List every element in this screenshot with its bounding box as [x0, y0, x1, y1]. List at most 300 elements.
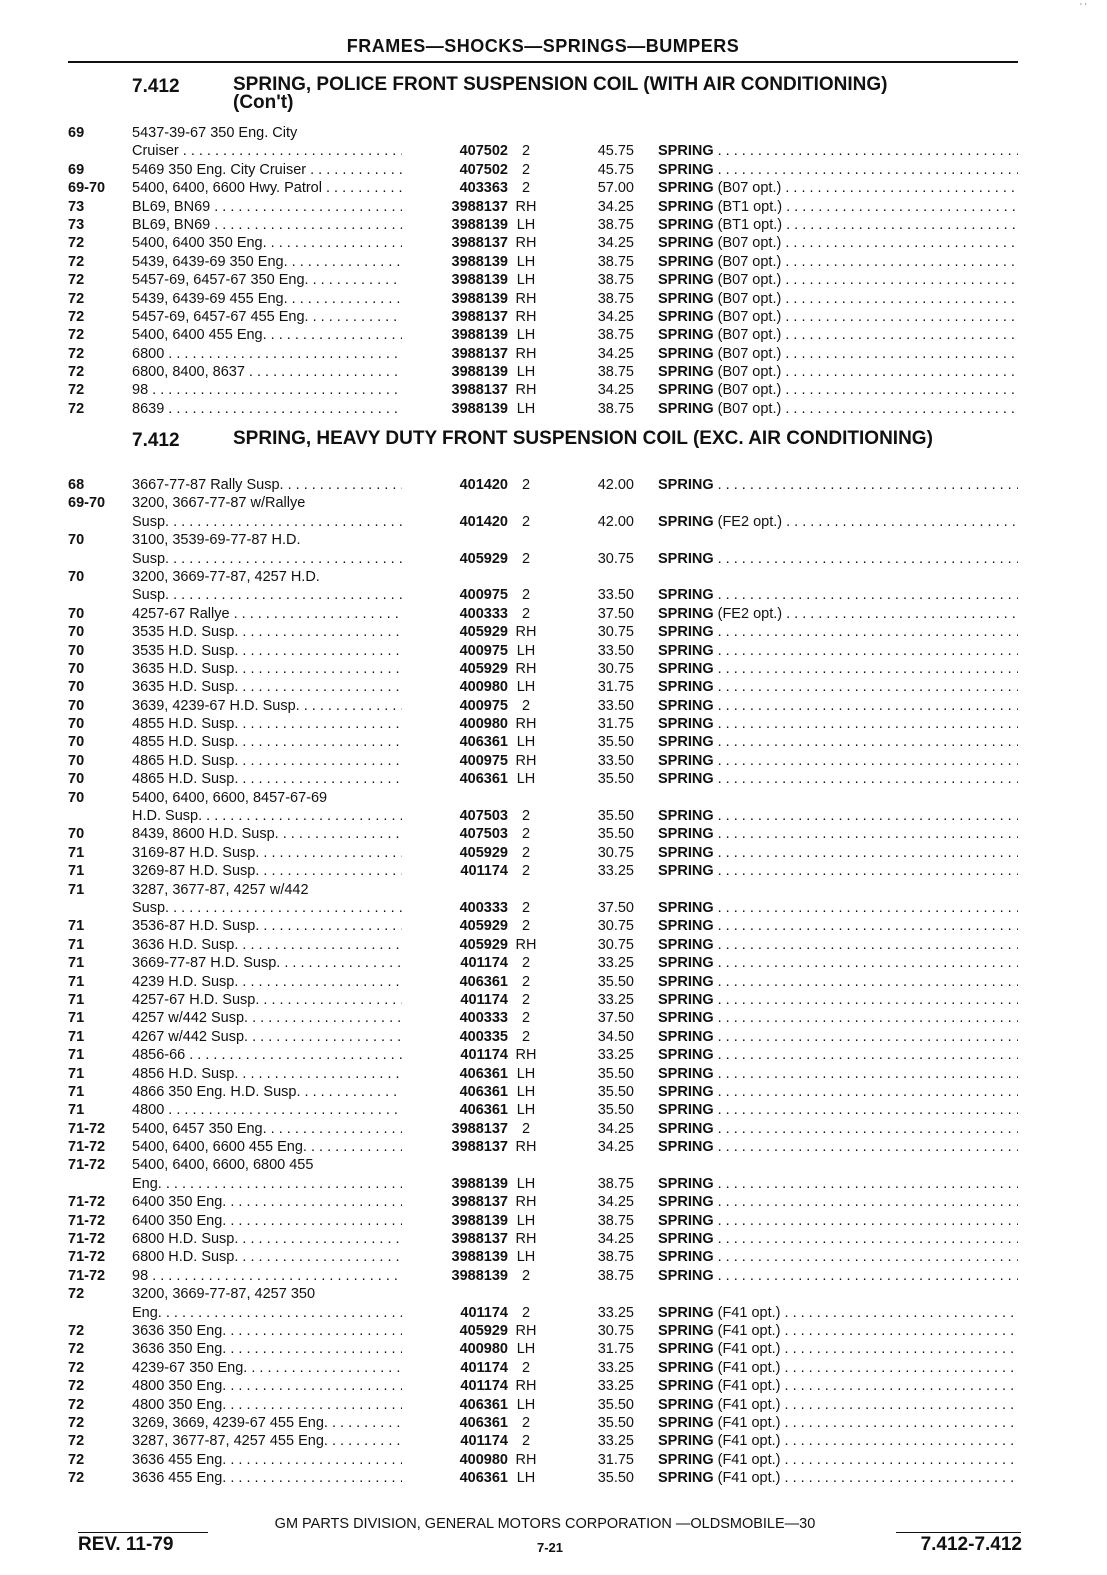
- leader-dots: [780, 1452, 1018, 1468]
- price-cell: 34.25: [597, 382, 634, 399]
- footer-page-number: 7-21: [536, 1540, 564, 1555]
- year-cell: 71: [68, 1028, 85, 1045]
- part-name-cell: [658, 179, 1018, 197]
- quantity-cell: LH: [516, 272, 536, 289]
- price-cell: 30.75: [597, 550, 634, 567]
- table-row: [68, 326, 1018, 344]
- leader-dots: [781, 364, 1018, 380]
- quantity-cell: 2: [521, 1433, 531, 1450]
- description-cell: 4239-67 350 Eng. . . .: [132, 1359, 402, 1377]
- quantity-cell: LH: [516, 679, 536, 696]
- leader-dots: [780, 1305, 1018, 1321]
- option-code: (F41 opt.): [717, 1322, 781, 1339]
- section-title: SPRING, POLICE FRONT SUSPENSION COIL (WITH AIR CONDITIONING) (Con't): [233, 74, 888, 113]
- price-cell: 34.25: [597, 1194, 634, 1211]
- price-cell: 34.25: [597, 345, 634, 362]
- year-cell: 70: [68, 605, 85, 622]
- description-cell: BL69, BN69 . . .: [132, 198, 402, 216]
- quantity-cell: LH: [516, 1102, 536, 1119]
- quantity-cell: LH: [516, 642, 536, 659]
- option-code: (B07 opt.): [717, 272, 782, 289]
- leader-dots: [718, 624, 1018, 640]
- part-name: SPRING: [658, 660, 714, 677]
- part-number-cell: 3988139: [451, 364, 508, 381]
- quantity-cell: 2: [521, 973, 531, 990]
- leader-dots: [718, 1249, 1018, 1265]
- price-cell: 33.25: [597, 1433, 634, 1450]
- description-cell: 5437-39-67 350 Eng. City: [132, 125, 298, 141]
- price-cell: 35.50: [597, 808, 634, 825]
- leader-dots: [781, 291, 1018, 307]
- description-cell: 4856-66 . . .: [132, 1046, 402, 1064]
- part-name-cell: [658, 1322, 1018, 1340]
- year-cell: 71-72: [68, 1120, 106, 1137]
- table-row: [68, 1469, 1018, 1487]
- table-row: [68, 1138, 1018, 1156]
- footer-section-range: 7.412-7.412: [920, 1534, 1022, 1555]
- year-cell: 71: [68, 1047, 85, 1064]
- description-cell: 3169-87 H.D. Susp. . . .: [132, 844, 402, 862]
- quantity-cell: 2: [521, 826, 531, 843]
- description-cell: 5400, 6400, 6600, 8457-67-69: [132, 789, 328, 806]
- description-cell: 3636 455 Eng. . . .: [132, 1469, 402, 1487]
- leader-dots: [780, 1433, 1018, 1449]
- leader-dots: [780, 1378, 1018, 1394]
- table-row: [68, 697, 1018, 715]
- year-cell: 72: [68, 400, 85, 417]
- leader-dots: [782, 514, 1018, 530]
- part-name-cell: [658, 142, 1018, 160]
- year-cell: 72: [68, 1414, 85, 1431]
- part-name-cell: [658, 605, 1018, 623]
- description-cell: 4865 H.D. Susp. . . .: [132, 770, 402, 788]
- table-row: [68, 1248, 1018, 1266]
- quantity-cell: 2: [521, 1267, 531, 1284]
- description-cell: Susp. . . .: [132, 899, 402, 917]
- quantity-cell: RH: [515, 308, 537, 325]
- leader-dots: [718, 845, 1018, 861]
- quantity-cell: LH: [516, 1065, 536, 1082]
- part-name: SPRING: [658, 382, 714, 399]
- part-number-cell: 400335: [459, 1028, 508, 1045]
- part-number-cell: 400980: [459, 679, 508, 696]
- description-cell: 3269-87 H.D. Susp. . . .: [132, 862, 402, 880]
- table-row: [68, 678, 1018, 696]
- part-name-cell: [658, 1414, 1018, 1432]
- part-name-cell: [658, 1396, 1018, 1414]
- part-name-cell: [658, 954, 1018, 972]
- footer-publisher: GM PARTS DIVISION, GENERAL MOTORS CORPORATION —OLDSMOBILE—30: [274, 1516, 816, 1532]
- description-cell: 5400, 6400, 6600 455 Eng. . . .: [132, 1138, 402, 1156]
- year-cell: 71: [68, 844, 85, 861]
- part-number-cell: 405929: [459, 550, 508, 567]
- part-name: SPRING: [658, 513, 714, 530]
- quantity-cell: 2: [521, 844, 531, 861]
- year-cell: 71: [68, 863, 85, 880]
- quantity-cell: 2: [521, 161, 531, 178]
- part-number-cell: 406361: [459, 734, 508, 751]
- year-cell: 71: [68, 881, 85, 898]
- part-name-cell: [658, 1120, 1018, 1138]
- part-name-cell: [658, 345, 1018, 363]
- description-cell: 3636 455 Eng. . . .: [132, 1451, 402, 1469]
- table-row: [68, 550, 1018, 568]
- table-row: [68, 1267, 1018, 1285]
- description-cell: 3535 H.D. Susp. . . .: [132, 623, 402, 641]
- year-cell: 70: [68, 826, 85, 843]
- part-number-cell: 401174: [460, 1359, 508, 1376]
- leader-dots: [782, 217, 1018, 233]
- price-cell: 35.50: [597, 1102, 634, 1119]
- part-number-cell: 405929: [459, 918, 508, 935]
- year-cell: 72: [68, 1286, 85, 1303]
- quantity-cell: 2: [521, 697, 531, 714]
- year-cell: 72: [68, 327, 85, 344]
- description-cell: 3200, 3669-77-87, 4257 350: [132, 1286, 316, 1303]
- quantity-cell: 2: [521, 1304, 531, 1321]
- part-number-cell: 3988137: [451, 308, 508, 325]
- table-row: [68, 789, 1018, 807]
- option-code: (B07 opt.): [717, 290, 782, 307]
- year-cell: 71-72: [68, 1194, 106, 1211]
- price-cell: 34.25: [597, 1139, 634, 1156]
- leader-dots: [718, 661, 1018, 677]
- option-code: (B07 opt.): [717, 327, 782, 344]
- price-cell: 34.50: [597, 1028, 634, 1045]
- part-name: SPRING: [658, 826, 714, 843]
- leader-dots: [718, 1010, 1018, 1026]
- option-code: (B07 opt.): [717, 364, 782, 381]
- description-cell: 8439, 8600 H.D. Susp. . . .: [132, 825, 402, 843]
- year-cell: 71: [68, 936, 85, 953]
- part-name: SPRING: [658, 1267, 714, 1284]
- option-code: (F41 opt.): [717, 1304, 781, 1321]
- part-name: SPRING: [658, 1047, 714, 1064]
- option-code: (F41 opt.): [717, 1396, 781, 1413]
- part-name: SPRING: [658, 973, 714, 990]
- price-cell: 30.75: [597, 660, 634, 677]
- leader-dots: [718, 1121, 1018, 1137]
- header-rule: [68, 61, 1018, 63]
- table-row: [68, 1065, 1018, 1083]
- table-row: [68, 1156, 1018, 1174]
- part-name: SPRING: [658, 143, 714, 160]
- table-row: [68, 198, 1018, 216]
- description-cell: 4239 H.D. Susp. . . .: [132, 973, 402, 991]
- year-cell: 72: [68, 1433, 85, 1450]
- part-name-cell: [658, 862, 1018, 880]
- part-name: SPRING: [658, 716, 714, 733]
- part-name-cell: [658, 216, 1018, 234]
- price-cell: 38.75: [597, 1249, 634, 1266]
- year-cell: 72: [68, 1322, 85, 1339]
- part-name-cell: [658, 290, 1018, 308]
- leader-dots: [781, 382, 1018, 398]
- leader-dots: [781, 346, 1018, 362]
- part-number-cell: 401420: [459, 477, 508, 493]
- part-name: SPRING: [658, 955, 714, 972]
- table-row: [68, 1451, 1018, 1469]
- quantity-cell: 2: [521, 550, 531, 567]
- part-number-cell: 406361: [459, 1083, 508, 1100]
- description-cell: 4855 H.D. Susp. . . .: [132, 733, 402, 751]
- part-name: SPRING: [658, 550, 714, 567]
- leader-dots: [780, 1415, 1018, 1431]
- price-cell: 38.75: [597, 290, 634, 307]
- table-row: [68, 936, 1018, 954]
- description-cell: 3635 H.D. Susp. . . .: [132, 660, 402, 678]
- part-name: SPRING: [658, 863, 714, 880]
- leader-dots: [718, 1268, 1018, 1284]
- year-cell: 70: [68, 697, 85, 714]
- year-cell: 71: [68, 1010, 85, 1027]
- leader-dots: [718, 1176, 1018, 1192]
- year-cell: 72: [68, 364, 85, 381]
- price-cell: 30.75: [597, 1322, 634, 1339]
- leader-dots: [718, 551, 1018, 567]
- part-name: SPRING: [658, 1304, 714, 1321]
- part-name-cell: [658, 363, 1018, 381]
- quantity-cell: RH: [515, 198, 537, 215]
- year-cell: 70: [68, 734, 85, 751]
- year-cell: 72: [68, 1470, 85, 1487]
- table-row: [68, 494, 1018, 512]
- part-name-cell: [658, 513, 1018, 531]
- leader-dots: [718, 974, 1018, 990]
- option-code: (B07 opt.): [717, 253, 782, 270]
- year-cell: 70: [68, 532, 85, 549]
- part-name: SPRING: [658, 1433, 714, 1450]
- quantity-cell: 2: [521, 1359, 531, 1376]
- leader-dots: [718, 918, 1018, 934]
- year-cell: 72: [68, 272, 85, 289]
- description-cell: H.D. Susp. . . .: [132, 807, 402, 825]
- table-row: [68, 715, 1018, 733]
- year-cell: 71-72: [68, 1249, 106, 1266]
- description-cell: 3636 350 Eng. . . .: [132, 1322, 402, 1340]
- leader-dots: [781, 272, 1018, 288]
- year-cell: 69: [68, 125, 85, 141]
- table-row: [68, 623, 1018, 641]
- quantity-cell: LH: [516, 1249, 536, 1266]
- description-cell: 4856 H.D. Susp. . . .: [132, 1065, 402, 1083]
- part-number-cell: 3988139: [451, 290, 508, 307]
- part-number-cell: 406361: [459, 1396, 508, 1413]
- part-name: SPRING: [658, 1341, 714, 1358]
- option-code: (FE2 opt.): [717, 513, 783, 530]
- description-cell: 5439, 6439-69 350 Eng. . . .: [132, 253, 402, 271]
- description-cell: 4866 350 Eng. H.D. Susp. . . .: [132, 1083, 402, 1101]
- part-name-cell: [658, 234, 1018, 252]
- part-name-cell: [658, 1267, 1018, 1285]
- price-cell: 33.25: [597, 991, 634, 1008]
- part-name: SPRING: [658, 642, 714, 659]
- option-code: (B07 opt.): [717, 382, 782, 399]
- leader-dots: [718, 143, 1018, 159]
- leader-dots: [718, 1102, 1018, 1118]
- price-cell: 35.50: [597, 1414, 634, 1431]
- price-cell: 31.75: [597, 1451, 634, 1468]
- quantity-cell: RH: [515, 752, 537, 769]
- year-cell: 71-72: [68, 1212, 106, 1229]
- price-cell: 37.50: [597, 1010, 634, 1027]
- quantity-cell: RH: [515, 624, 537, 641]
- year-cell: 71: [68, 991, 85, 1008]
- part-number-cell: 3988139: [451, 400, 508, 417]
- part-number-cell: 401420: [459, 513, 508, 530]
- part-name-cell: [658, 642, 1018, 660]
- part-number-cell: 405929: [459, 844, 508, 861]
- price-cell: 33.25: [597, 863, 634, 880]
- quantity-cell: 2: [521, 143, 531, 160]
- part-name: SPRING: [658, 1175, 714, 1192]
- description-cell: 3287, 3677-87, 4257 455 Eng. . . .: [132, 1432, 402, 1450]
- price-cell: 42.00: [597, 513, 634, 530]
- part-name-cell: [658, 400, 1018, 418]
- part-name-cell: [658, 825, 1018, 843]
- quantity-cell: LH: [516, 400, 536, 417]
- year-cell: 71-72: [68, 1267, 106, 1284]
- year-cell: 70: [68, 771, 85, 788]
- part-name: SPRING: [658, 1120, 714, 1137]
- table-row: [68, 1083, 1018, 1101]
- description-cell: 3536-87 H.D. Susp. . . .: [132, 917, 402, 935]
- description-cell: 4855 H.D. Susp. . . .: [132, 715, 402, 733]
- part-name-cell: [658, 1469, 1018, 1487]
- part-name-cell: [658, 660, 1018, 678]
- price-cell: 35.50: [597, 1396, 634, 1413]
- year-cell: 70: [68, 752, 85, 769]
- leader-dots: [718, 1139, 1018, 1155]
- part-number-cell: 3988137: [451, 1120, 508, 1137]
- description-cell: 8639 . . .: [132, 400, 402, 418]
- description-cell: Cruiser . . .: [132, 142, 402, 160]
- year-cell: 71: [68, 1065, 85, 1082]
- description-cell: Eng. . . .: [132, 1175, 402, 1193]
- quantity-cell: 2: [521, 587, 531, 604]
- table-row: [68, 844, 1018, 862]
- part-number-cell: 3988139: [451, 1267, 508, 1284]
- part-name: SPRING: [658, 364, 714, 381]
- part-number-cell: 405929: [459, 624, 508, 641]
- leader-dots: [718, 771, 1018, 787]
- part-name: SPRING: [658, 180, 714, 197]
- year-cell: 70: [68, 716, 85, 733]
- part-name: SPRING: [658, 327, 714, 344]
- description-cell: 4800 350 Eng. . . .: [132, 1396, 402, 1414]
- price-cell: 38.75: [597, 272, 634, 289]
- table-row: [68, 733, 1018, 751]
- part-name: SPRING: [658, 253, 714, 270]
- price-cell: 37.50: [597, 605, 634, 622]
- quantity-cell: RH: [515, 345, 537, 362]
- part-name-cell: [658, 917, 1018, 935]
- quantity-cell: LH: [516, 327, 536, 344]
- price-cell: 38.75: [597, 1267, 634, 1284]
- price-cell: 33.25: [597, 955, 634, 972]
- table-row: [68, 513, 1018, 531]
- year-cell: 72: [68, 382, 85, 399]
- description-cell: 5400, 6400, 6600 Hwy. Patrol . . .: [132, 179, 402, 197]
- description-cell: 6800 H.D. Susp. . . .: [132, 1230, 402, 1248]
- year-cell: 73: [68, 198, 85, 215]
- part-number-cell: 407502: [459, 161, 508, 178]
- price-cell: 37.50: [597, 899, 634, 916]
- quantity-cell: RH: [515, 1231, 537, 1248]
- leader-dots: [718, 1231, 1018, 1247]
- table-row: [68, 271, 1018, 289]
- quantity-cell: 2: [521, 899, 531, 916]
- part-name-cell: [658, 1230, 1018, 1248]
- part-name: SPRING: [658, 587, 714, 604]
- quantity-cell: LH: [516, 1083, 536, 1100]
- leader-dots: [718, 587, 1018, 603]
- option-code: (B07 opt.): [717, 235, 782, 252]
- quantity-cell: RH: [515, 660, 537, 677]
- part-name-cell: [658, 697, 1018, 715]
- year-cell: 72: [68, 290, 85, 307]
- part-name-cell: [658, 973, 1018, 991]
- description-cell: 3535 H.D. Susp. . . .: [132, 642, 402, 660]
- leader-dots: [718, 808, 1018, 824]
- year-cell: 70: [68, 642, 85, 659]
- part-name: SPRING: [658, 400, 714, 417]
- year-cell: 72: [68, 1341, 85, 1358]
- description-cell: 3100, 3539-69-77-87 H.D.: [132, 532, 301, 549]
- table-row: [68, 1120, 1018, 1138]
- part-name: SPRING: [658, 624, 714, 641]
- footer-rule-right: [896, 1532, 1021, 1533]
- table-row: [68, 917, 1018, 935]
- year-cell: 72: [68, 1451, 85, 1468]
- part-name: SPRING: [658, 1322, 714, 1339]
- quantity-cell: LH: [516, 216, 536, 233]
- part-name: SPRING: [658, 272, 714, 289]
- part-number-cell: 401174: [460, 955, 508, 972]
- part-name: SPRING: [658, 1212, 714, 1229]
- part-name-cell: [658, 1432, 1018, 1450]
- leader-dots: [718, 826, 1018, 842]
- year-cell: 70: [68, 789, 85, 806]
- year-cell: 72: [68, 1359, 85, 1376]
- part-name: SPRING: [658, 290, 714, 307]
- description-cell: 5400, 6400 455 Eng. . . .: [132, 326, 402, 344]
- part-name-cell: [658, 899, 1018, 917]
- quantity-cell: RH: [515, 1322, 537, 1339]
- price-cell: 30.75: [597, 936, 634, 953]
- leader-dots: [782, 199, 1018, 215]
- leader-dots: [718, 955, 1018, 971]
- leader-dots: [718, 477, 1018, 493]
- year-cell: 72: [68, 1378, 85, 1395]
- leader-dots: [718, 698, 1018, 714]
- table-row: [68, 1009, 1018, 1027]
- quantity-cell: 2: [521, 180, 531, 197]
- year-cell: 70: [68, 679, 85, 696]
- price-cell: 34.25: [597, 1231, 634, 1248]
- footer-rule-left: [78, 1532, 208, 1533]
- part-number-cell: 3988137: [451, 198, 508, 215]
- part-name-cell: [658, 476, 1018, 494]
- part-name: SPRING: [658, 808, 714, 825]
- table-row: [68, 1304, 1018, 1322]
- leader-dots: [718, 900, 1018, 916]
- leader-dots: [781, 180, 1018, 196]
- part-name: SPRING: [658, 216, 714, 233]
- part-number-cell: 3988139: [451, 1249, 508, 1266]
- table-row: [68, 1285, 1018, 1303]
- description-cell: Susp. . . .: [132, 586, 402, 604]
